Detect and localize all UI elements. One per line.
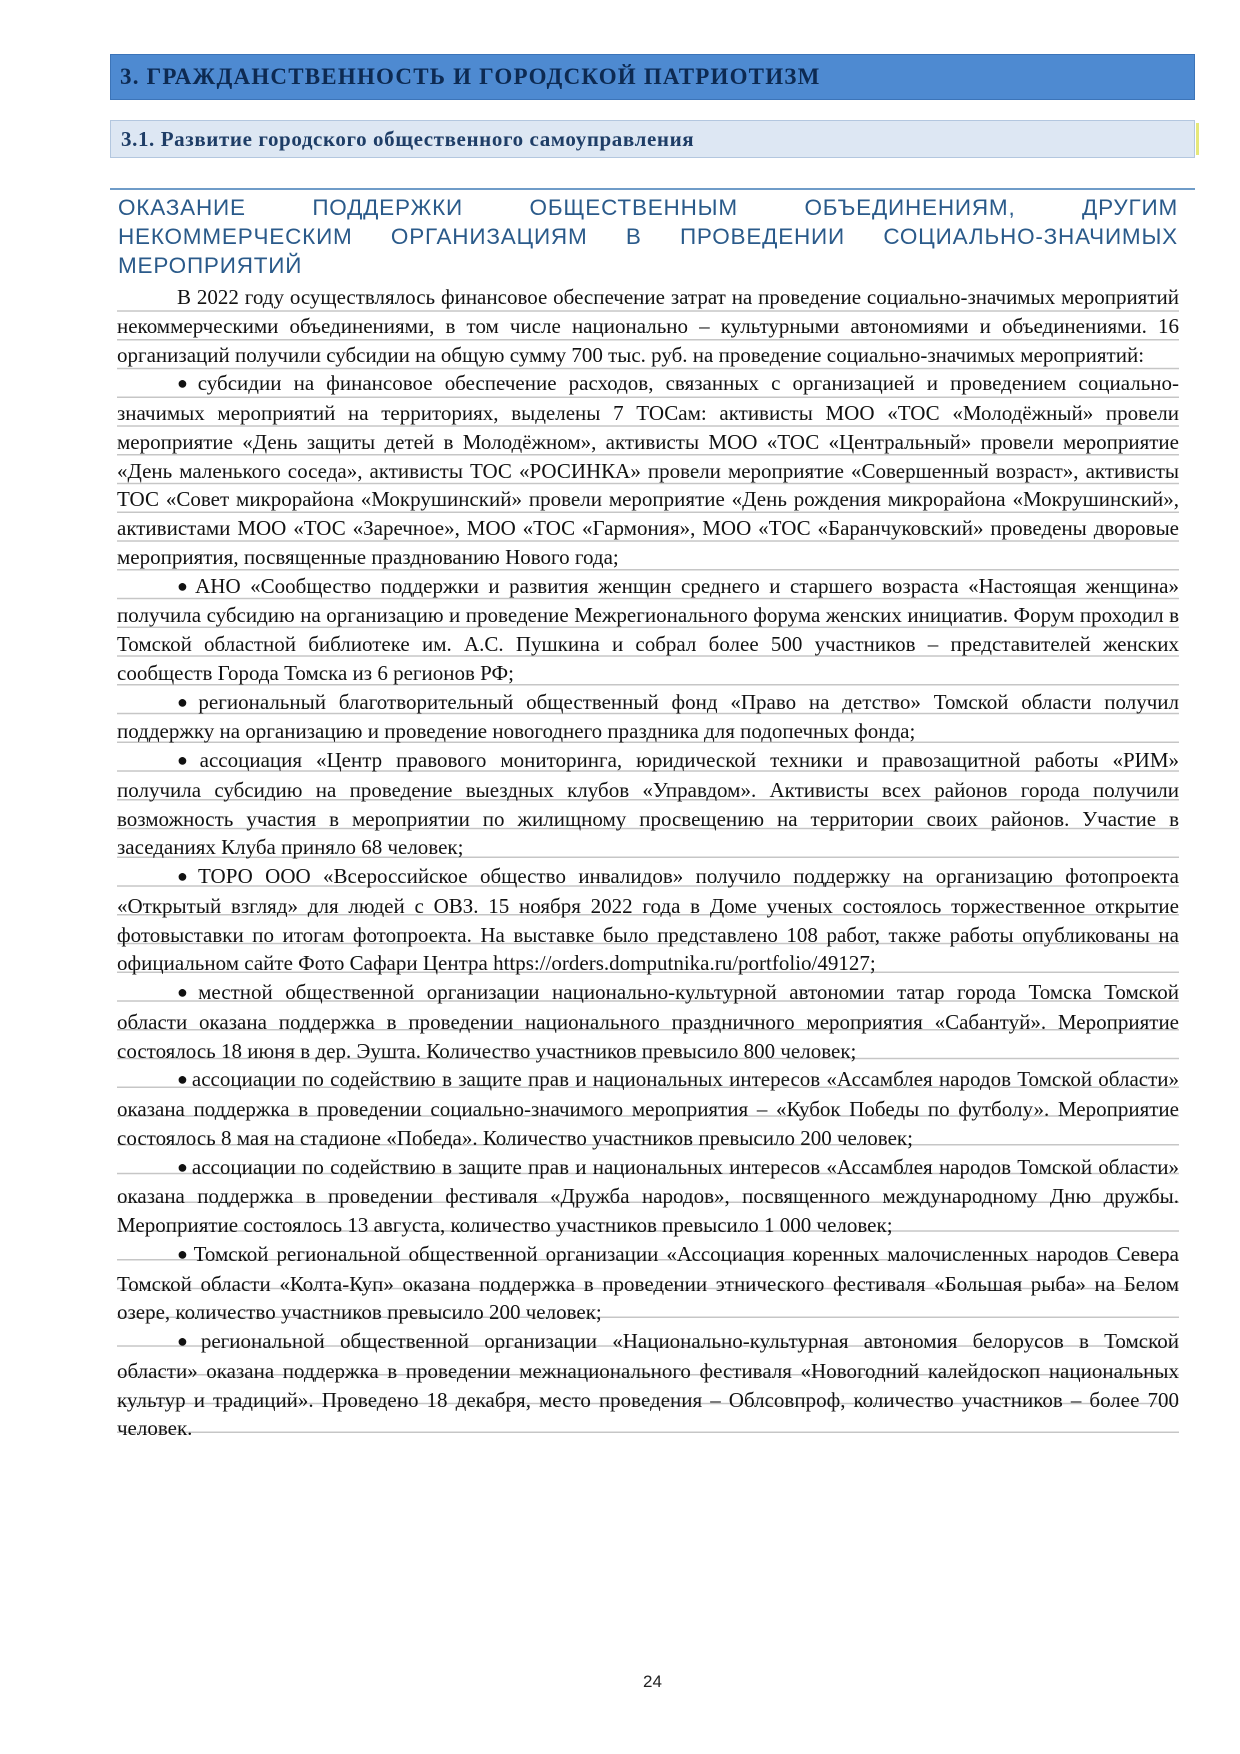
bullet-text: ТОРО ООО «Всероссийское общество инвалидов» получило поддержку на организацию фотопроекта «Открытый взгляд» для людей с ОВЗ. 15 ноября 2022 года в Доме ученых состоялось торжественное открытие фотовыставки по итогам фотопроекта. На выставке было представлено 108 работ, также работы опубликованы на официальном сайте Фото Сафари Центра https://orders.domputnika.ru/portfolio/49127; [117, 864, 1179, 976]
bullet-icon: ● [177, 1243, 191, 1264]
section-heading-bar [110, 120, 1195, 158]
bullet-item [117, 1327, 1179, 1443]
bullet-text: региональной общественной организации «Национально-культурная автономия белорусов в Томской области» оказана поддержка в проведении межнационального фестиваля «Новогодний калейдоскоп национальных культур и традиций». Проведено 18 декабря, место проведения – Облсовпроф, количество участников – более 700 человек. [117, 1329, 1179, 1441]
bullet-item [117, 1240, 1179, 1327]
bullet-icon: ● [177, 373, 195, 394]
intro-paragraph: В 2022 году осуществлялось финансовое обеспечение затрат на проведение социально-значимых мероприятий некоммерческими объединениями, в том числе национально – культурными автономиями и объединениями. 16 организаций получили субсидии на общую сумму 700 тыс. руб. на проведение социально-значимых мероприятий: [117, 285, 1179, 367]
bullet-icon: ● [177, 982, 196, 1002]
bullet-item [117, 1153, 1179, 1240]
bullet-icon: ● [177, 866, 195, 886]
bullet-text: региональный благотворительный общественный фонд «Право на детство» Томской области получил поддержку на организацию и проведение новогоднего праздника для подопечных фонда; [117, 689, 1179, 744]
bullet-item [117, 1065, 1179, 1152]
bullet-text: АНО «Сообщество поддержки и развития женщин среднего и старшего возраста «Настоящая женщина» получила субсидию на организацию и проведение Межрегионального форума женских инициатив. Форум проходил в Томской областной библиотеке им. А.С. Пушкина и собрал более 500 участников – представителей женских сообществ Города Томска из 6 регионов РФ; [117, 573, 1179, 685]
bullet-text: субсидии на финансовое обеспечение расходов, связанных с организацией и проведением социально-значимых мероприятий на территориях, выделены 7 ТОСам: активисты МОО «ТОС «Молодёжный» провели мероприятие «День защиты детей в Молодёжном», активисты МОО «ТОС «Центральный» провели мероприятие «День маленького соседа», активисты ТОС «РОСИНКА» провели мероприятие «Совершенный возраст», активисты ТОС «Совет микрорайона «Мокрушинский» провели мероприятие «День рождения микрорайона «Мокрушинский», активистами МОО «ТОС «Заречное», МОО «ТОС «Гармония», МОО «ТОС «Баранчуковский» проведены дворовые мероприятия, посвященные празднованию Нового года; [117, 371, 1179, 569]
bullet-icon: ● [177, 1156, 189, 1177]
heading-divider [110, 188, 1195, 190]
bullet-item [117, 369, 1179, 571]
bullet-icon: ● [177, 691, 196, 712]
bullet-text: ассоциации по содействию в защите прав и национальных интересов «Ассамблея народов Томской области» оказана поддержка в проведении фестиваля «Дружба народов», посвященного международному Дню дружбы. Мероприятие состоялось 13 августа, количество участников превысило 1 000 человек; [117, 1154, 1180, 1237]
page-number: 24 [643, 1672, 662, 1691]
section-bar-accent [1196, 123, 1199, 155]
subheading: ОКАЗАНИЕ ПОДДЕРЖКИ ОБЩЕСТВЕННЫМ ОБЪЕДИНЕНИЯМ, ДРУГИМ НЕКОММЕРЧЕСКИМ ОРГАНИЗАЦИЯМ В ПРОВЕДЕНИИ СОЦИАЛЬНО-ЗНАЧИМЫХ МЕРОПРИЯТИЙ [118, 195, 1178, 278]
bullet-text: Томской региональной общественной организации «Ассоциация коренных малочисленных народов Севера Томской области «Колта-Куп» оказана поддержка в проведении этнического фестиваля «Большая рыба» на Белом озере, количество участников превысило 200 человек; [117, 1241, 1179, 1325]
bullet-icon: ● [177, 575, 193, 596]
bullet-icon: ● [177, 1331, 198, 1351]
chapter-heading: 3. ГРАЖДАНСТВЕННОСТЬ И ГОРОДСКОЙ ПАТРИОТИЗМ [120, 64, 821, 89]
bullet-text: ассоциация «Центр правового мониторинга, юридической техники и правозащитной работы «РИМ» получила субсидию на проведение выездных клубов «Управдом». Активисты всех районов города получили возможность участия в мероприятии по жилищному просвещению на территории своих районов. Участие в заседаниях Клуба приняло 68 человек; [117, 748, 1179, 860]
bullet-item [117, 746, 1179, 862]
bullet-item [117, 688, 1179, 747]
bullet-item [117, 572, 1179, 688]
bullet-icon: ● [177, 1069, 189, 1090]
bullet-icon: ● [177, 750, 197, 770]
body-text [117, 283, 1179, 1443]
bullet-text: ассоциации по содействию в защите прав и национальных интересов «Ассамблея народов Томской области» оказана поддержка в проведении социально-значимого мероприятия – «Кубок Победы по футболу». Мероприятие состоялось 8 мая на стадионе «Победа». Количество участников превысило 200 человек; [117, 1067, 1180, 1150]
section-heading: 3.1. Развитие городского общественного самоуправления [121, 126, 695, 151]
bullet-item [117, 862, 1179, 978]
bullet-text: местной общественной организации национально-культурной автономии татар города Томска Томской области оказана поддержка в проведении национального праздничного мероприятия «Сабантуй». Мероприятие состоялось 18 июня в дер. Эушта. Количество участников превысило 800 человек; [117, 980, 1179, 1063]
chapter-heading-bar [110, 54, 1195, 100]
bullet-item [117, 978, 1179, 1065]
